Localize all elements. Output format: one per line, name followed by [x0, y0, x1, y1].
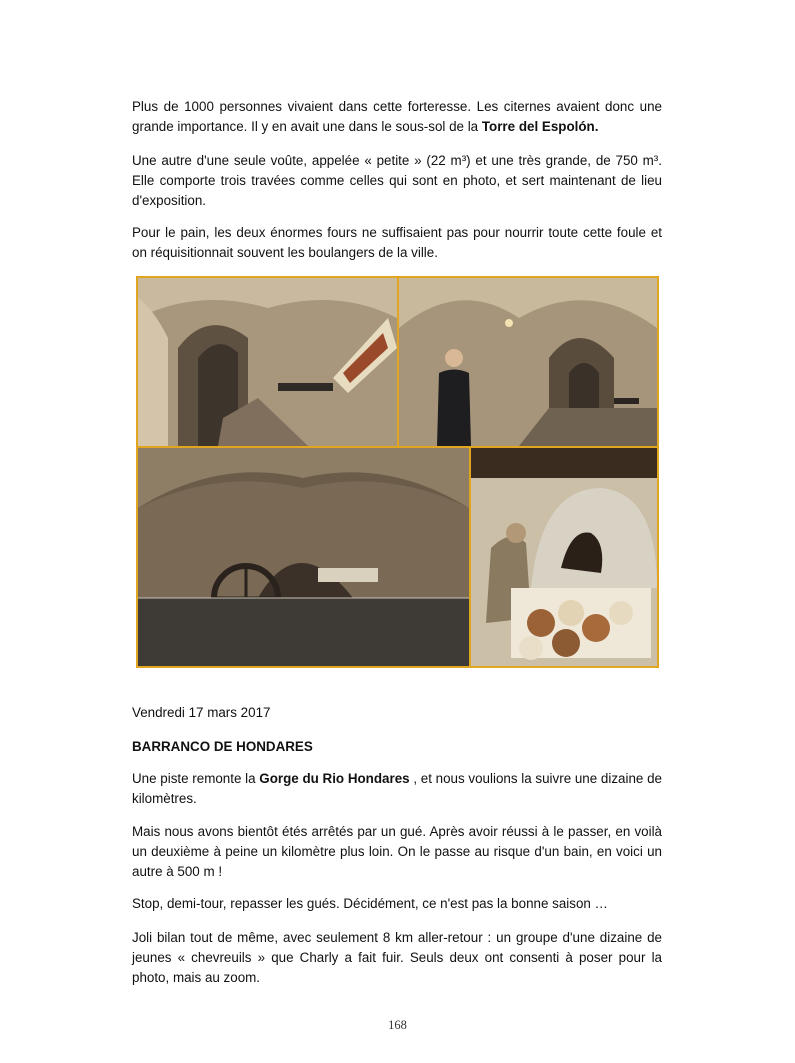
date-line: Vendredi 17 mars 2017: [132, 705, 271, 720]
bold-place-name: Gorge du Rio Hondares: [259, 771, 410, 786]
paragraph-text: Plus de 1000 personnes vivaient dans cette forteresse. Les citernes avaient donc une grande importance. Il y en avait une dans le sous-sol de la: [132, 99, 662, 134]
photo-bread-oven: [471, 448, 657, 666]
page-number: 168: [388, 1018, 407, 1032]
paragraph-voute: Une autre d'une seule voûte, appelée « petite » (22 m³) et une très grande, de 750 m³. Elle comporte trois travées comme celles qui sont en photo, et sert maintenant de lieu d'exposition.: [132, 153, 662, 208]
photo-cistern-wheel: [138, 448, 469, 666]
paragraph-demi-tour: Stop, demi-tour, repasser les gués. Décidément, ce n'est pas la bonne saison …: [132, 896, 608, 911]
paragraph-text: Une piste remonte la: [132, 771, 260, 786]
paragraph-gue: Mais nous avons bientôt étés arrêtés par un gué. Après avoir réussi à le passer, en voilà un deuxième à peine un kilomètre plus loin. On le passe au risque d'un bain, en voici un autre à 500 m !: [132, 824, 662, 879]
section-title: BARRANCO DE HONDARES: [132, 739, 313, 754]
paragraph-citernes: [132, 97, 662, 137]
paragraph-pain: Pour le pain, les deux énormes fours ne suffisaient pas pour nourrir toute cette foule et on réquisitionnait souvent les boulangers de la ville.: [132, 225, 662, 260]
paragraph-piste: [132, 769, 662, 809]
photo-vaulted-corridor: [138, 278, 397, 446]
photo-collage: [136, 276, 659, 668]
paragraph-bilan: Joli bilan tout de même, avec seulement 8 km aller-retour : un groupe d'une dizaine de jeunes « chevreuils » que Charly a fait fuir. Seuls deux ont consenti à poser pour la photo, mais au zoom.: [132, 930, 662, 985]
paragraph-text: , et nous voulions la suivre une dizaine de kilomètres.: [132, 771, 662, 806]
photo-man-in-vault: [399, 278, 657, 446]
bold-place-name: Torre del Espolón.: [481, 119, 599, 134]
